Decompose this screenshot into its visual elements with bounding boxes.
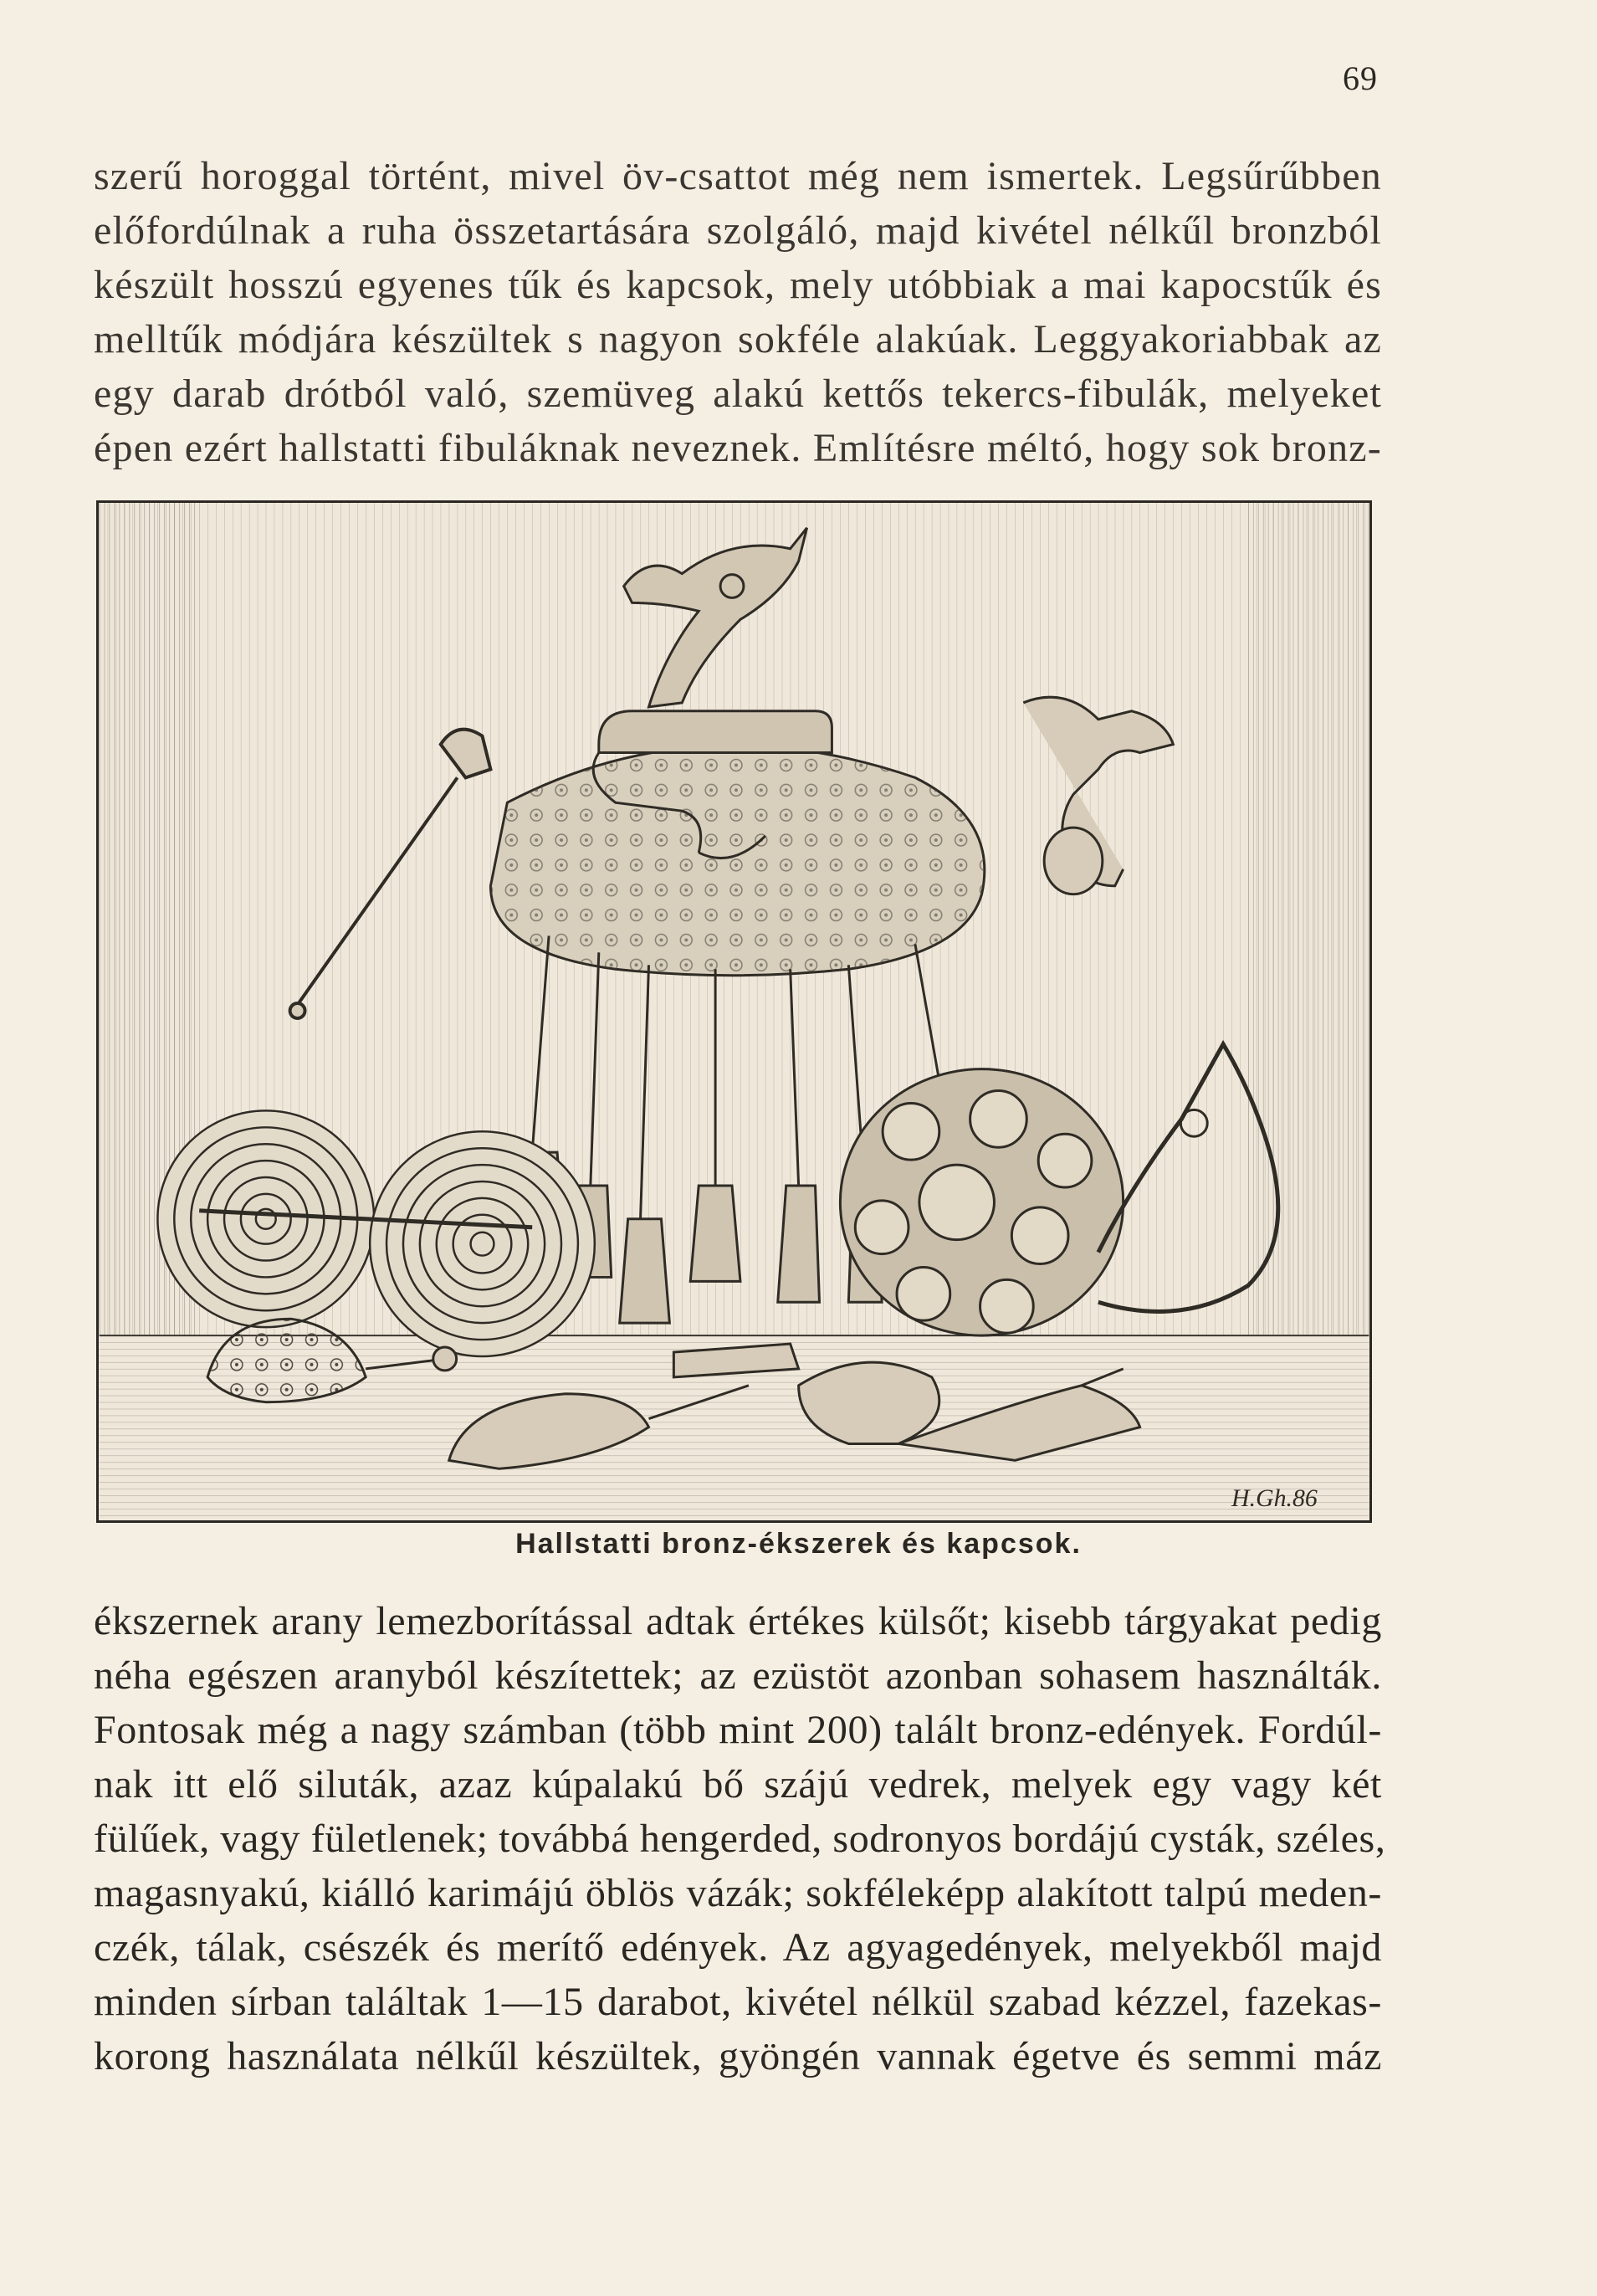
artist-signature: H.Gh.86 <box>1231 1484 1318 1513</box>
page-number: 69 <box>1343 59 1378 97</box>
engraving-illustration <box>96 500 1372 1523</box>
text-line: ékszernek arany lemezborítással adtak értékes külsőt; kisebb tárgyakat pedig <box>94 1599 1382 1643</box>
text-line: czék, tálak, csészék és merítő edények. Az agyagedények, melyekből majd <box>94 1925 1382 1970</box>
text-line: egy darab drótból való, szemüveg alakú kettős tekercs-fibulák, melyeket <box>94 372 1382 416</box>
text-line: fülűek, vagy fületlenek; továbbá hengerded, sodronyos bordájú cysták, széles, <box>94 1817 1386 1861</box>
text-line: előfordúlnak a ruha összetartására szolgáló, majd kivétel nélkűl bronzból <box>94 208 1382 253</box>
text-line: szerű horoggal történt, mivel öv-csattot még nem ismertek. Legsűrűbben <box>94 154 1382 198</box>
text-line: magasnyakú, kiálló karimájú öblös vázák; sokféleképp alakított talpú meden- <box>94 1871 1382 1915</box>
text-line: nak itt elő siluták, azaz kúpalakú bő szájú vedrek, melyek egy vagy két <box>94 1762 1382 1807</box>
text-line: minden sírban találtak 1—15 darabot, kivétel nélkül szabad kézzel, fazekas- <box>94 1980 1382 2024</box>
text-line: Fontosak még a nagy számban (több mint 200) talált bronz-edények. Fordúl- <box>94 1708 1382 1752</box>
text-line: melltűk módjára készültek s nagyon sokféle alakúak. Leggyakoriabbak az <box>94 317 1382 361</box>
text-line: korong használata nélkűl készültek, gyöngén vannak égetve és semmi máz <box>94 2034 1382 2078</box>
text-line: készült hosszú egyenes tűk és kapcsok, mely utóbbiak a mai kapocstűk és <box>94 263 1382 307</box>
engraving-drawing <box>99 503 1369 1520</box>
top-paragraph <box>94 149 1382 475</box>
text-line: néha egészen aranyból készítettek; az ezüstöt azonban sohasem használták. <box>94 1653 1382 1698</box>
bottom-paragraph <box>94 1594 1386 2083</box>
figure-caption: Hallstatti bronz-ékszerek és kapcsok. <box>515 1528 1082 1560</box>
text-line: épen ezért hallstatti fibuláknak neveznek. Említésre méltó, hogy sok bronz- <box>94 426 1382 470</box>
